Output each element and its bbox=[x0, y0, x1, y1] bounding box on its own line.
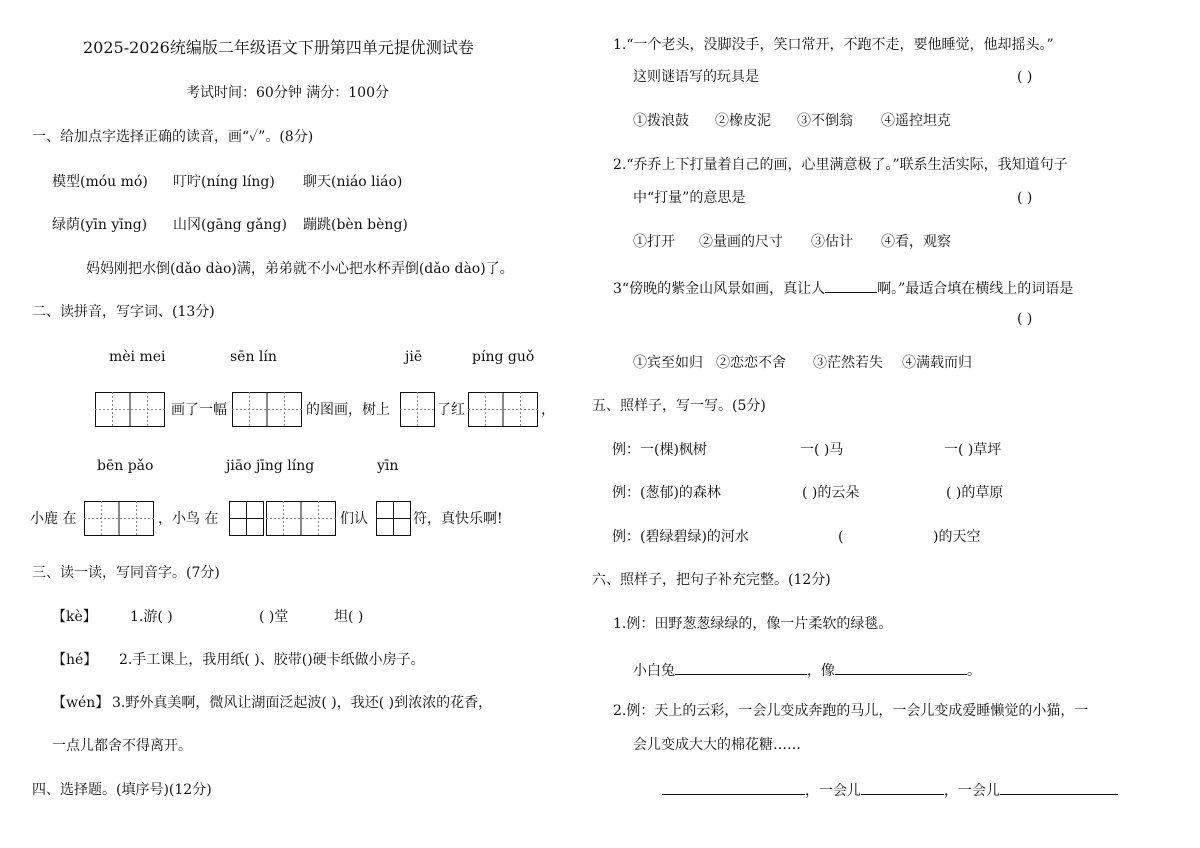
q2-text: 中“打量”的意思是 bbox=[633, 190, 746, 206]
tianzige-box[interactable] bbox=[266, 501, 336, 541]
s5-item: 例：(葱郁)的森林 bbox=[612, 485, 721, 501]
s1-item[interactable]: 山冈(gāng gǎng) bbox=[173, 217, 287, 233]
answer-paren[interactable]: ( ) bbox=[1017, 311, 1033, 327]
option[interactable]: ②量画的尺寸 bbox=[699, 234, 783, 250]
s5-item: 例：(碧绿碧绿)的河水 bbox=[612, 529, 749, 545]
tianzige-box[interactable] bbox=[376, 501, 411, 541]
answer-paren[interactable]: ( ) bbox=[1017, 190, 1033, 206]
tianzige-box[interactable] bbox=[84, 501, 154, 541]
s6-example: 会儿变成大大的棉花糖…… bbox=[633, 737, 801, 753]
option[interactable]: ①拨浪鼓 bbox=[633, 113, 689, 129]
s1-item[interactable]: 绿荫(yīn yīng) bbox=[52, 217, 148, 233]
s6-example: 1.例：田野葱葱绿绿的，像一片柔软的绿毯。 bbox=[613, 616, 893, 632]
q3-text: 3“傍晚的紫金山风景如画，真让人 啊。”最适合填在横线上的词语是 bbox=[613, 278, 1073, 298]
section-2-heading: 二、读拼音，写字词、(13分) bbox=[32, 304, 215, 320]
s5-item[interactable]: ( bbox=[838, 529, 844, 545]
q1-text: 1.“一个老头，没脚没手，笑口常开，不跑不走，要他睡觉，他却摇头。” bbox=[613, 37, 1054, 53]
answer-paren[interactable]: ( ) bbox=[1017, 69, 1033, 85]
s2-text: ，小鸟 在 bbox=[158, 511, 219, 527]
tianzige-box[interactable] bbox=[95, 392, 165, 432]
s6-answer-line: 小白兔 ，像 。 bbox=[633, 660, 981, 680]
fill-blank[interactable] bbox=[825, 278, 877, 293]
s6-answer-line: ，一会儿 ，一会儿 bbox=[662, 780, 1118, 800]
s2-text: 了红 bbox=[437, 402, 465, 418]
pinyin: sēn lín bbox=[230, 349, 277, 365]
fill-blank[interactable] bbox=[861, 780, 944, 795]
q2-text: 2.“乔乔上下打量着自己的画，心里满意极了。”联系生活实际，我知道句子 bbox=[613, 157, 1068, 173]
pinyin: yīn bbox=[377, 458, 399, 474]
s5-item[interactable]: ( )的云朵 bbox=[802, 485, 860, 501]
s3-item: 一点儿都舍不得离开。 bbox=[52, 738, 192, 754]
s5-item: 例：一(棵)枫树 bbox=[612, 442, 707, 458]
s5-item[interactable]: ( )的草原 bbox=[946, 485, 1004, 501]
s3-item[interactable]: 3.野外真美啊，微风让湖面泛起波( )，我还( )到浓浓的花香， bbox=[112, 695, 493, 711]
exam-info: 考试时间：60分钟 满分：100分 bbox=[186, 85, 389, 101]
fill-blank[interactable] bbox=[1000, 780, 1118, 795]
pinyin: píng guǒ bbox=[472, 349, 535, 365]
pinyin-tag: 【hé】 bbox=[52, 652, 98, 668]
option[interactable]: ①打开 bbox=[633, 234, 675, 250]
s2-text: 符，真快乐啊! bbox=[413, 511, 503, 527]
s3-item[interactable]: 2.手工课上，我用纸( )、胶带()硬卡纸做小房子。 bbox=[119, 652, 425, 668]
pinyin: jiāo jīng líng bbox=[226, 458, 315, 474]
section-3-heading: 三、读一读，写同音字。(7分) bbox=[32, 565, 220, 581]
section-4-heading: 四、选择题。(填序号)(12分) bbox=[32, 782, 212, 798]
s2-text: 的图画，树上 bbox=[306, 402, 390, 418]
s6-example: 2.例：天上的云彩，一会儿变成奔跑的马儿，一会儿变成爱睡懒觉的小猫，一 bbox=[613, 703, 1089, 719]
option[interactable]: ③估计 bbox=[811, 234, 853, 250]
option[interactable]: ③茫然若失 bbox=[813, 355, 883, 371]
tianzige-box[interactable] bbox=[229, 501, 264, 541]
s5-item[interactable]: 一( )草坪 bbox=[944, 442, 1002, 458]
pinyin-tag: 【kè】 bbox=[52, 609, 97, 625]
s3-item[interactable]: 1.游( ) bbox=[130, 609, 173, 625]
q1-text: 这则谜语写的玩具是 bbox=[633, 69, 759, 85]
s2-text: 画了一幅 bbox=[171, 402, 227, 418]
s2-text: ， bbox=[541, 402, 555, 418]
s1-item[interactable]: 叮咛(níng líng) bbox=[173, 174, 275, 190]
section-1-heading: 一、给加点字选择正确的读音，画“✓”。(8分) bbox=[32, 129, 314, 145]
page-title: 2025-2026统编版二年级语文下册第四单元提优测试卷 bbox=[83, 38, 474, 57]
fill-blank[interactable] bbox=[662, 780, 805, 795]
option[interactable]: ②橡皮泥 bbox=[715, 113, 771, 129]
option[interactable]: ④遥控坦克 bbox=[881, 113, 951, 129]
pinyin: jiē bbox=[405, 349, 423, 365]
pinyin-tag: 【wén】 bbox=[52, 695, 110, 711]
pinyin: bēn pǎo bbox=[97, 458, 154, 474]
pinyin: mèi mei bbox=[109, 349, 166, 365]
s1-item[interactable]: 蹦跳(bèn bèng) bbox=[303, 217, 408, 233]
option[interactable]: ③不倒翁 bbox=[797, 113, 853, 129]
option[interactable]: ④满载而归 bbox=[902, 355, 972, 371]
s1-item[interactable]: 聊天(niáo liáo) bbox=[303, 174, 403, 190]
tianzige-box[interactable] bbox=[468, 392, 538, 432]
s2-text: 小鹿 在 bbox=[30, 511, 77, 527]
s3-item[interactable]: ( )堂 bbox=[259, 609, 289, 625]
fill-blank[interactable] bbox=[675, 660, 807, 675]
s3-item[interactable]: 坦( ) bbox=[334, 609, 364, 625]
option[interactable]: ①宾至如归 bbox=[633, 355, 703, 371]
option[interactable]: ②恋恋不舍 bbox=[716, 355, 786, 371]
s5-item[interactable]: 一( )马 bbox=[800, 442, 844, 458]
tianzige-box[interactable] bbox=[400, 392, 435, 432]
s2-text: 们认 bbox=[340, 511, 368, 527]
tianzige-box[interactable] bbox=[232, 392, 302, 432]
section-5-heading: 五、照样子，写一写。(5分) bbox=[592, 398, 766, 414]
fill-blank[interactable] bbox=[835, 660, 967, 675]
section-6-heading: 六、照样子，把句子补充完整。(12分) bbox=[592, 572, 831, 588]
s1-sentence[interactable]: 妈妈刚把水倒(dǎo dào)满，弟弟就不小心把水杯弄倒(dǎo dào)了。 bbox=[86, 261, 514, 277]
s5-item[interactable]: )的天空 bbox=[933, 529, 981, 545]
option[interactable]: ④看，观察 bbox=[881, 234, 951, 250]
s1-item[interactable]: 模型(móu mó) bbox=[52, 174, 148, 190]
